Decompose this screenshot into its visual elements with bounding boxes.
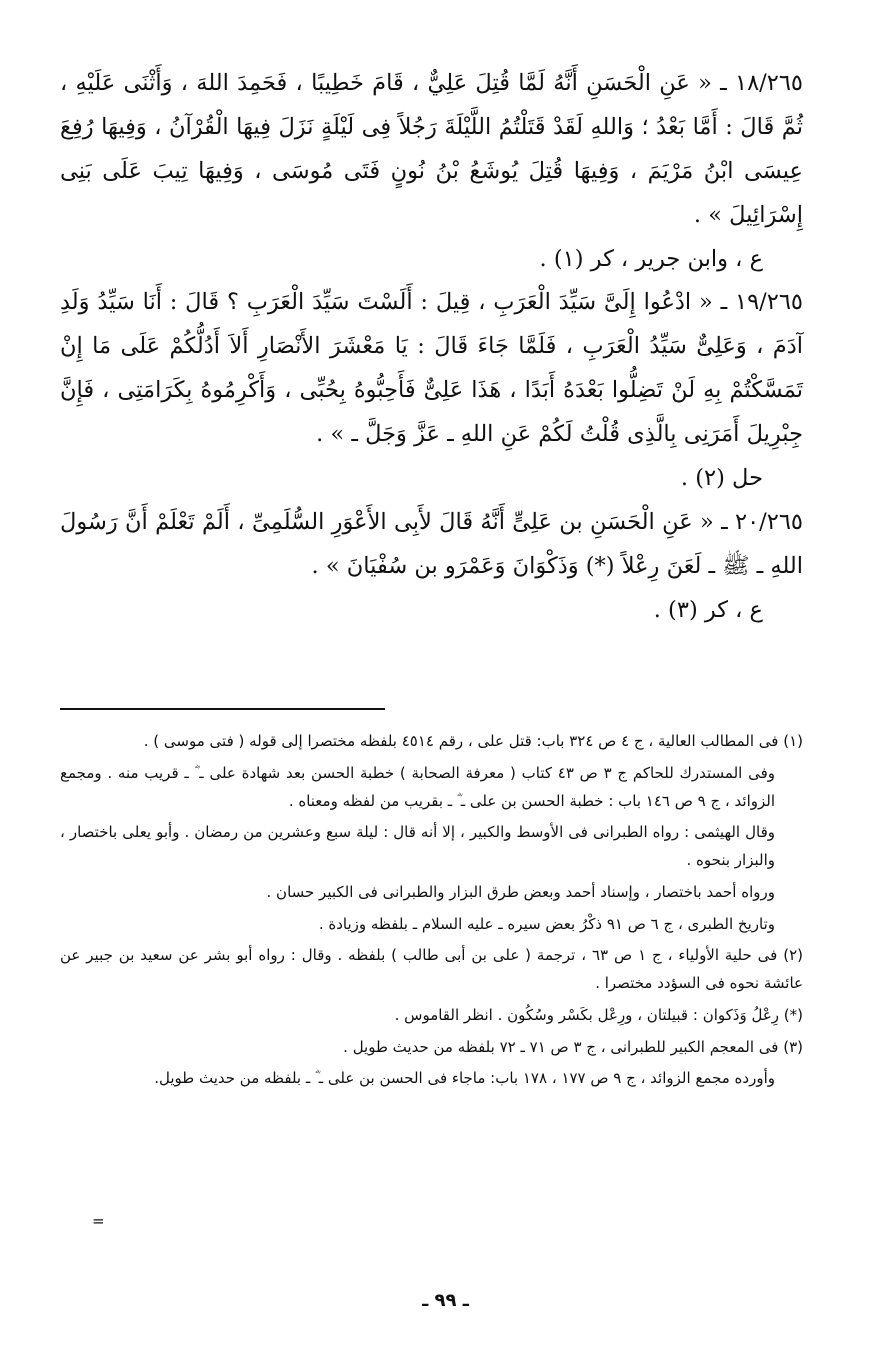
footnote-3-cont: وأورده مجمع الزوائد ، ج ٩ ص ١٧٧ ، ١٧٨ باب: ماجاء فى الحسن بن على ـ ؓ ـ بلفظه من حديث طويل. [154,1069,775,1088]
continuation-mark: = [92,1212,105,1230]
hadith-20-reference: ع ، كر (٣) . [653,596,763,623]
footnote-1-cont-3: ورواه أحمد باختصار ، وإسناد أحمد وبعض طرق البزار والطبرانى فى الكبير حسان . [266,882,775,901]
footnote-star: (*) رِعْلُ وَذَكوان : قبيلتان ، ورِعْل بكَسْر وسُكُون . انظر القاموس . [394,1005,803,1024]
main-text [60,62,803,632]
footnote-2: (٢) فى حلية الأولياء ، ج ١ ص ٦٣ ، ترجمة ( على بن أبى طالب ) بلفظه . وقال : رواه أبو بشر عن سعيد بن جبير عن عائشة نحوه فى السؤدد مختصرا . [60,946,803,992]
footnote-1-cont-2: وقال الهيثمى : رواه الطبرانى فى الأوسط والكبير ، إلا أنه قال : ليلة سبع وعشرين من رمضان . وأبو يعلى باختصار ، والبزار بنحوه . [60,823,775,869]
hadith-19: ١٩/٢٦٥ ـ « ادْعُوا إِلَىَّ سَيِّدَ الْعَرَبِ ، قِيلَ : أَلَسْتَ سَيِّدَ الْعَرَبِ ؟ قَالَ : أَنَا سَيِّدُ وَلَدِ آدَمَ ، وَعَلِىٌّ سَيِّدُ الْعَرَبِ ، فَلَمَّا جَاءَ قَالَ : يَا مَعْشَرَ الأَنْصَارِ أَلاَ أَدُلُّكُمْ عَلَى مَا إِنْ تَمَسَّكْتُمْ بِهِ لَنْ تَضِلُّوا بَعْدَهُ أَبَدًا ، هَذَا عَلِىٌّ فَأَحِبُّوهُ بِحُبِّى ، وَأَكْرِمُوهُ بِكَرَامَتِى ، فَإِنَّ جِبْرِيلَ أَمَرَنِى بِالَّذِى قُلْتُ لَكُمْ عَنِ اللهِ ـ عَزَّ وَجَلَّ ـ » . [60,289,803,447]
hadith-18-reference: ع ، وابن جرير ، كر (١) . [539,245,763,272]
page-number: ـ ٩٩ ـ [422,1290,469,1311]
footnote-separator [60,708,385,710]
footnotes [60,728,803,1097]
footnote-1-cont-1: وفى المستدرك للحاكم ج ٣ ص ٤٣ كتاب ( معرفة الصحابة ) خطبة الحسن بعد شهادة على ـ ؓ ـ قريب منه . ومجمع الزوائد ، ج ٩ ص ١٤٦ باب : خطبة الحسن بن على ـ ؓ ـ بقريب من لفظه ومعناه . [60,763,776,810]
footnote-1: (١) فى المطالب العالية ، ج ٤ ص ٣٢٤ باب: قتل على ، رقم ٤٥١٤ بلفظه مختصرا إلى قوله ( فتى موسى ) . [143,732,803,750]
hadith-18: ١٨/٢٦٥ ـ « عَنِ الْحَسَنِ أَنَّهُ لَمَّا قُتِلَ عَلِيٌّ ، قَامَ خَطِيبًا ، فَحَمِدَ اللهَ ، وَأَثْنَى عَلَيْهِ ، ثُمَّ قَالَ : أَمَّا بَعْدُ ؛ وَاللهِ لَقَدْ قَتَلْتُمُ اللَّيْلَةَ رَجُلاً فِى لَيْلَةٍ نَزَلَ فِيهَا الْقُرْآنُ ، وَفِيهَا رُفِعَ عِيسَى ابْنُ مَرْيَمَ ، وَفِيهَا قُتِلَ يُوشَعُ بْنُ نُونٍ فَتَى مُوسَى ، وَفِيهَا تِيبَ عَلَى بَنِى إِسْرَائِيلَ » . [60,70,803,228]
footnote-3: (٣) فى المعجم الكبير للطبرانى ، ج ٣ ص ٧١ ـ ٧٢ بلفظه من حديث طويل . [343,1037,803,1056]
footnote-1-cont-4: وتاريخ الطبرى ، ج ٦ ص ٩١ ذكْرُ بعض سيره ـ عليه السلام ـ بلفظه وزيادة . [318,914,775,933]
hadith-20: ٢٠/٢٦٥ ـ « عَنِ الْحَسَنِ بن عَلِىٍّ أَنَّهُ قَالَ لأَبِى الأَعْوَرِ السُّلَمِىِّ ، أَلَمْ تَعْلَمْ أَنَّ رَسُولَ اللهِ ـ ﷺ ـ لَعَنَ رِعْلاً (*) وَذَكْوَانَ وَعَمْرَو بن سُفْيَانَ » . [60,508,803,579]
hadith-19-reference: حل (٢) . [680,464,763,491]
